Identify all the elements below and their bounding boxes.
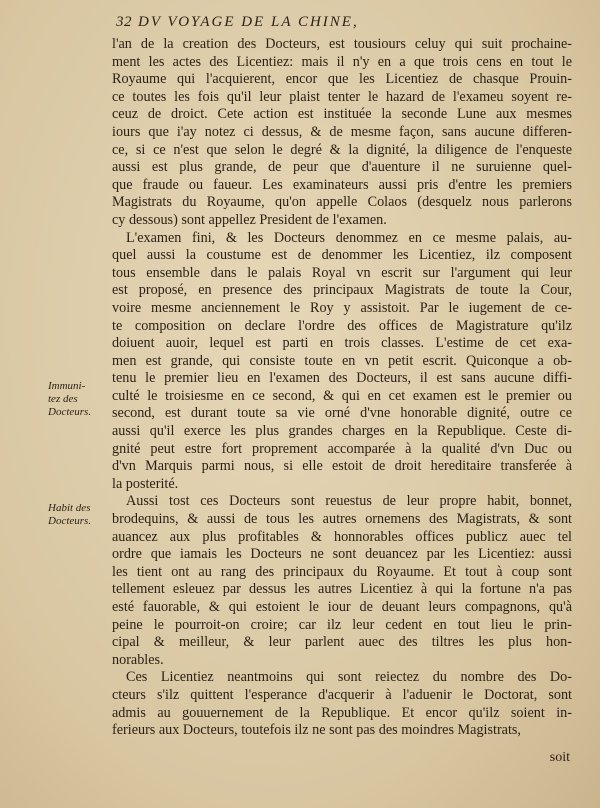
text-line: te composition on declare l'ordre des offices de Magistrature qu'ilz	[112, 317, 572, 334]
text-line: L'examen fini, & les Docteurs denommez en ce mesme palais, au-	[126, 229, 572, 246]
text-line: cipal & meilleur, & leur parlent auec des tiltres les plus hon-	[112, 634, 572, 651]
text-line: brodequins, & aussi de tous les autres ornemens des Magistrats, & sont	[112, 511, 572, 528]
margin-note-habit: Habit des Docteurs.	[48, 502, 92, 527]
text-line: norables.	[112, 651, 164, 668]
text-line: Ces Licentiez neantmoins qui sont reiectez du nombre des Do-	[126, 669, 572, 686]
text-line: esté fauorable, & qui estoient le iour de deuant leurs compagnons, qu'à	[112, 599, 572, 615]
text-line: l'an de la creation des Docteurs, est tousiours celuy qui suit prochaine-	[112, 36, 572, 52]
text-line: auancez aux plus profitables & honnorables offices publicz auec tel	[112, 528, 572, 545]
running-title: DV VOYAGE DE LA CHINE,	[138, 14, 359, 30]
text-line: admis au gouuernement de la Republique. Et encor qu'ilz soient in-	[112, 704, 572, 721]
text-line: peine le pourroit-on croire; car ilz leur cedent en tout lieu le prin-	[112, 616, 572, 633]
page-header	[116, 14, 546, 32]
paragraph	[112, 230, 572, 494]
body-text	[112, 36, 572, 740]
text-line: ce, si ce n'est que selon le degré & la dignité, la diligence de l'enqueste	[112, 141, 572, 158]
text-line: la posterité.	[112, 475, 179, 492]
text-line: cteurs s'ilz quittent l'esperance d'acquerir à l'aduenir le Doctorat, sont	[112, 686, 572, 703]
text-line: est proposé, en presence des principaux Magistrats de toute la Cour,	[112, 282, 572, 299]
text-line: ce toutes les fois qu'il leur plaist tenter le hazard de l'exameu soyent re-	[112, 88, 572, 105]
text-line: cy dessous) sont appellez President de l'examen.	[112, 211, 387, 228]
text-line: tenu le premier lieu en l'examen des Docteurs, il est sans aucune diffi-	[112, 370, 572, 387]
text-line: que fraude ou faueur. Les examinateurs aussi pris d'entre les premiers	[112, 176, 572, 193]
margin-note-immunites: Immuni- tez des Docteurs.	[48, 380, 92, 418]
text-line: Aussi tost ces Docteurs sont reuestus de leur propre habit, bonnet,	[126, 493, 572, 510]
text-line: ordre que iamais les Docteurs ne sont deuancez par les Licentiez: aussi	[112, 546, 572, 563]
text-line: aussi qu'il exerce les plus grandes charges en la Republique. Ceste di-	[112, 423, 572, 440]
text-line: culté le troisiesme en ce second, & qui en cet examen est le premier ou	[112, 387, 572, 404]
paragraph	[112, 669, 572, 739]
text-line: Magistrats du Royaume, qu'on appelle Colaos (desquelz nous parlerons	[112, 194, 572, 211]
text-line: iours que i'ay notez ci dessus, & de mesme façon, sans aucune differen-	[112, 123, 572, 140]
paragraph	[112, 36, 572, 230]
text-line: men est grande, qui consiste toute en vn petit escrit. Quiconque a ob-	[112, 352, 572, 369]
paragraph	[112, 493, 572, 669]
text-line: quel aussi la coustume est de denommer les Licentiez, ilz composent	[112, 247, 572, 264]
text-line: tous ensemble dans le palais Royal vn escrit sur l'argument qui leur	[112, 264, 572, 281]
text-line: aussi est plus grande, de peur que d'auenture il ne suruienne quel-	[112, 159, 572, 176]
text-line: d'vn Marquis parmi nous, si elle estoit de droit hereditaire transferée à	[112, 458, 572, 475]
text-line: voire mesme anciennement le Roy y assistoit. Par le iugement de ce-	[112, 299, 572, 316]
text-line: ceuz de droict. Cete action est instituée la seconde Lune aux mesmes	[112, 106, 572, 123]
text-line: les tient ont au rang des principaux du Royaume. Et tout à coup sont	[112, 563, 572, 580]
text-line: ment les actes des Licentiez: mais il n'y en a que trois cens en tout le	[112, 53, 572, 70]
text-line: Royaume qui l'acquierent, encor que les Licentiez de chasque Prouin-	[112, 71, 572, 88]
text-line: ferieurs aux Docteurs, toutefois ilz ne sont pas des moindres Magistrats,	[112, 722, 521, 739]
page-number: 32	[116, 14, 132, 30]
text-line: tellement esleuez par dessus les autres Licentiez à qui la fortune n'a pas	[112, 581, 572, 598]
text-line: doiuent auoir, lequel est parti en trois classes. L'estime de cet exa-	[112, 335, 572, 352]
text-line: gnité peut estre fort proprement accomparée à la qualité d'vn Duc ou	[112, 440, 572, 457]
text-line: second, est durant toute sa vie orné d'vne honorable dignité, outre ce	[112, 405, 572, 422]
catchword: soit	[549, 750, 570, 765]
